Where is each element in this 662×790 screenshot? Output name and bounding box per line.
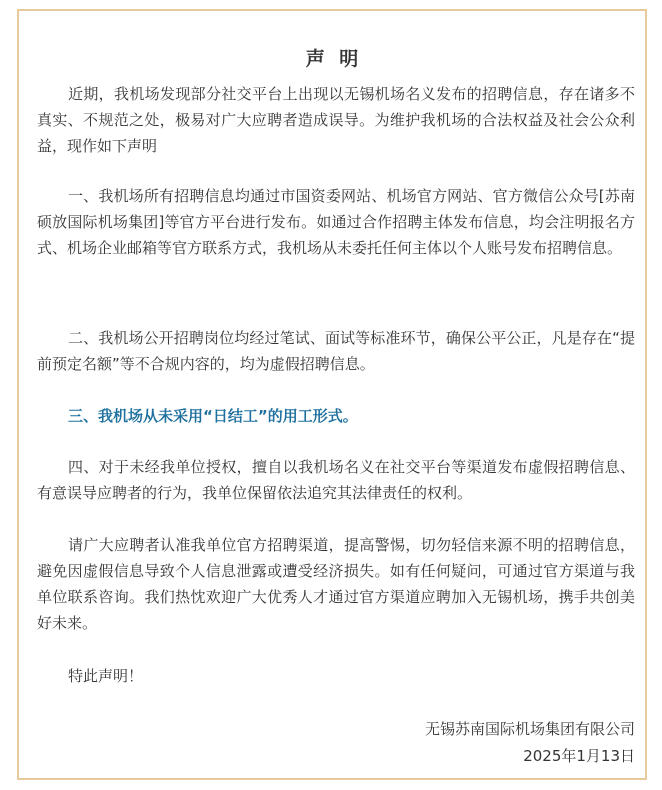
signature-organization: 无锡苏南国际机场集团有限公司 [424, 720, 635, 738]
clause-two-paragraph: 二、我机场公开招聘岗位均经过笔试、面试等标准环节，确保公平公正，凡是存在“提前预定名额”等不合规内容的，均为虚假招聘信息。 [37, 329, 635, 373]
signature-date: 2025年1月13日 [523, 747, 635, 765]
clause-four-paragraph: 四、对于未经我单位授权，擅自以我机场名义在社交平台等渠道发布虚假招聘信息、有意误导应聘者的行为，我单位保留依法追究其法律责任的权利。 [37, 458, 635, 502]
statement-frame [17, 9, 647, 780]
page-title: 声 明 [305, 48, 363, 70]
advice-paragraph: 请广大应聘者认准我单位官方招聘渠道，提高警惕，切勿轻信来源不明的招聘信息，避免因虚假信息导致个人信息泄露或遭受经济损失。如有任何疑问，可通过官方渠道与我单位联系咨询。我们热忱欢迎广大优秀人才通过官方渠道应聘加入无锡机场，携手共创美好未来。 [37, 536, 635, 632]
intro-paragraph: 近期，我机场发现部分社交平台上出现以无锡机场名义发布的招聘信息，存在诸多不真实、不规范之处，极易对广大应聘者造成误导。为维护我机场的合法权益及社会公众利益，现作如下声明 [37, 85, 635, 155]
clause-one-paragraph: 一、我机场所有招聘信息均通过市国资委网站、机场官方网站、官方微信公众号[苏南硕放国际机场集团]等官方平台进行发布。如通过合作招聘主体发布信息，均会注明报名方式、机场企业邮箱等官方联系方式，我机场从未委托任何主体以个人账号发布招聘信息。 [37, 187, 635, 257]
closing-statement: 特此声明！ [68, 667, 144, 685]
clause-three-highlight: 三、我机场从未采用“日结工”的用工形式。 [68, 407, 358, 425]
statement-content [19, 11, 649, 782]
